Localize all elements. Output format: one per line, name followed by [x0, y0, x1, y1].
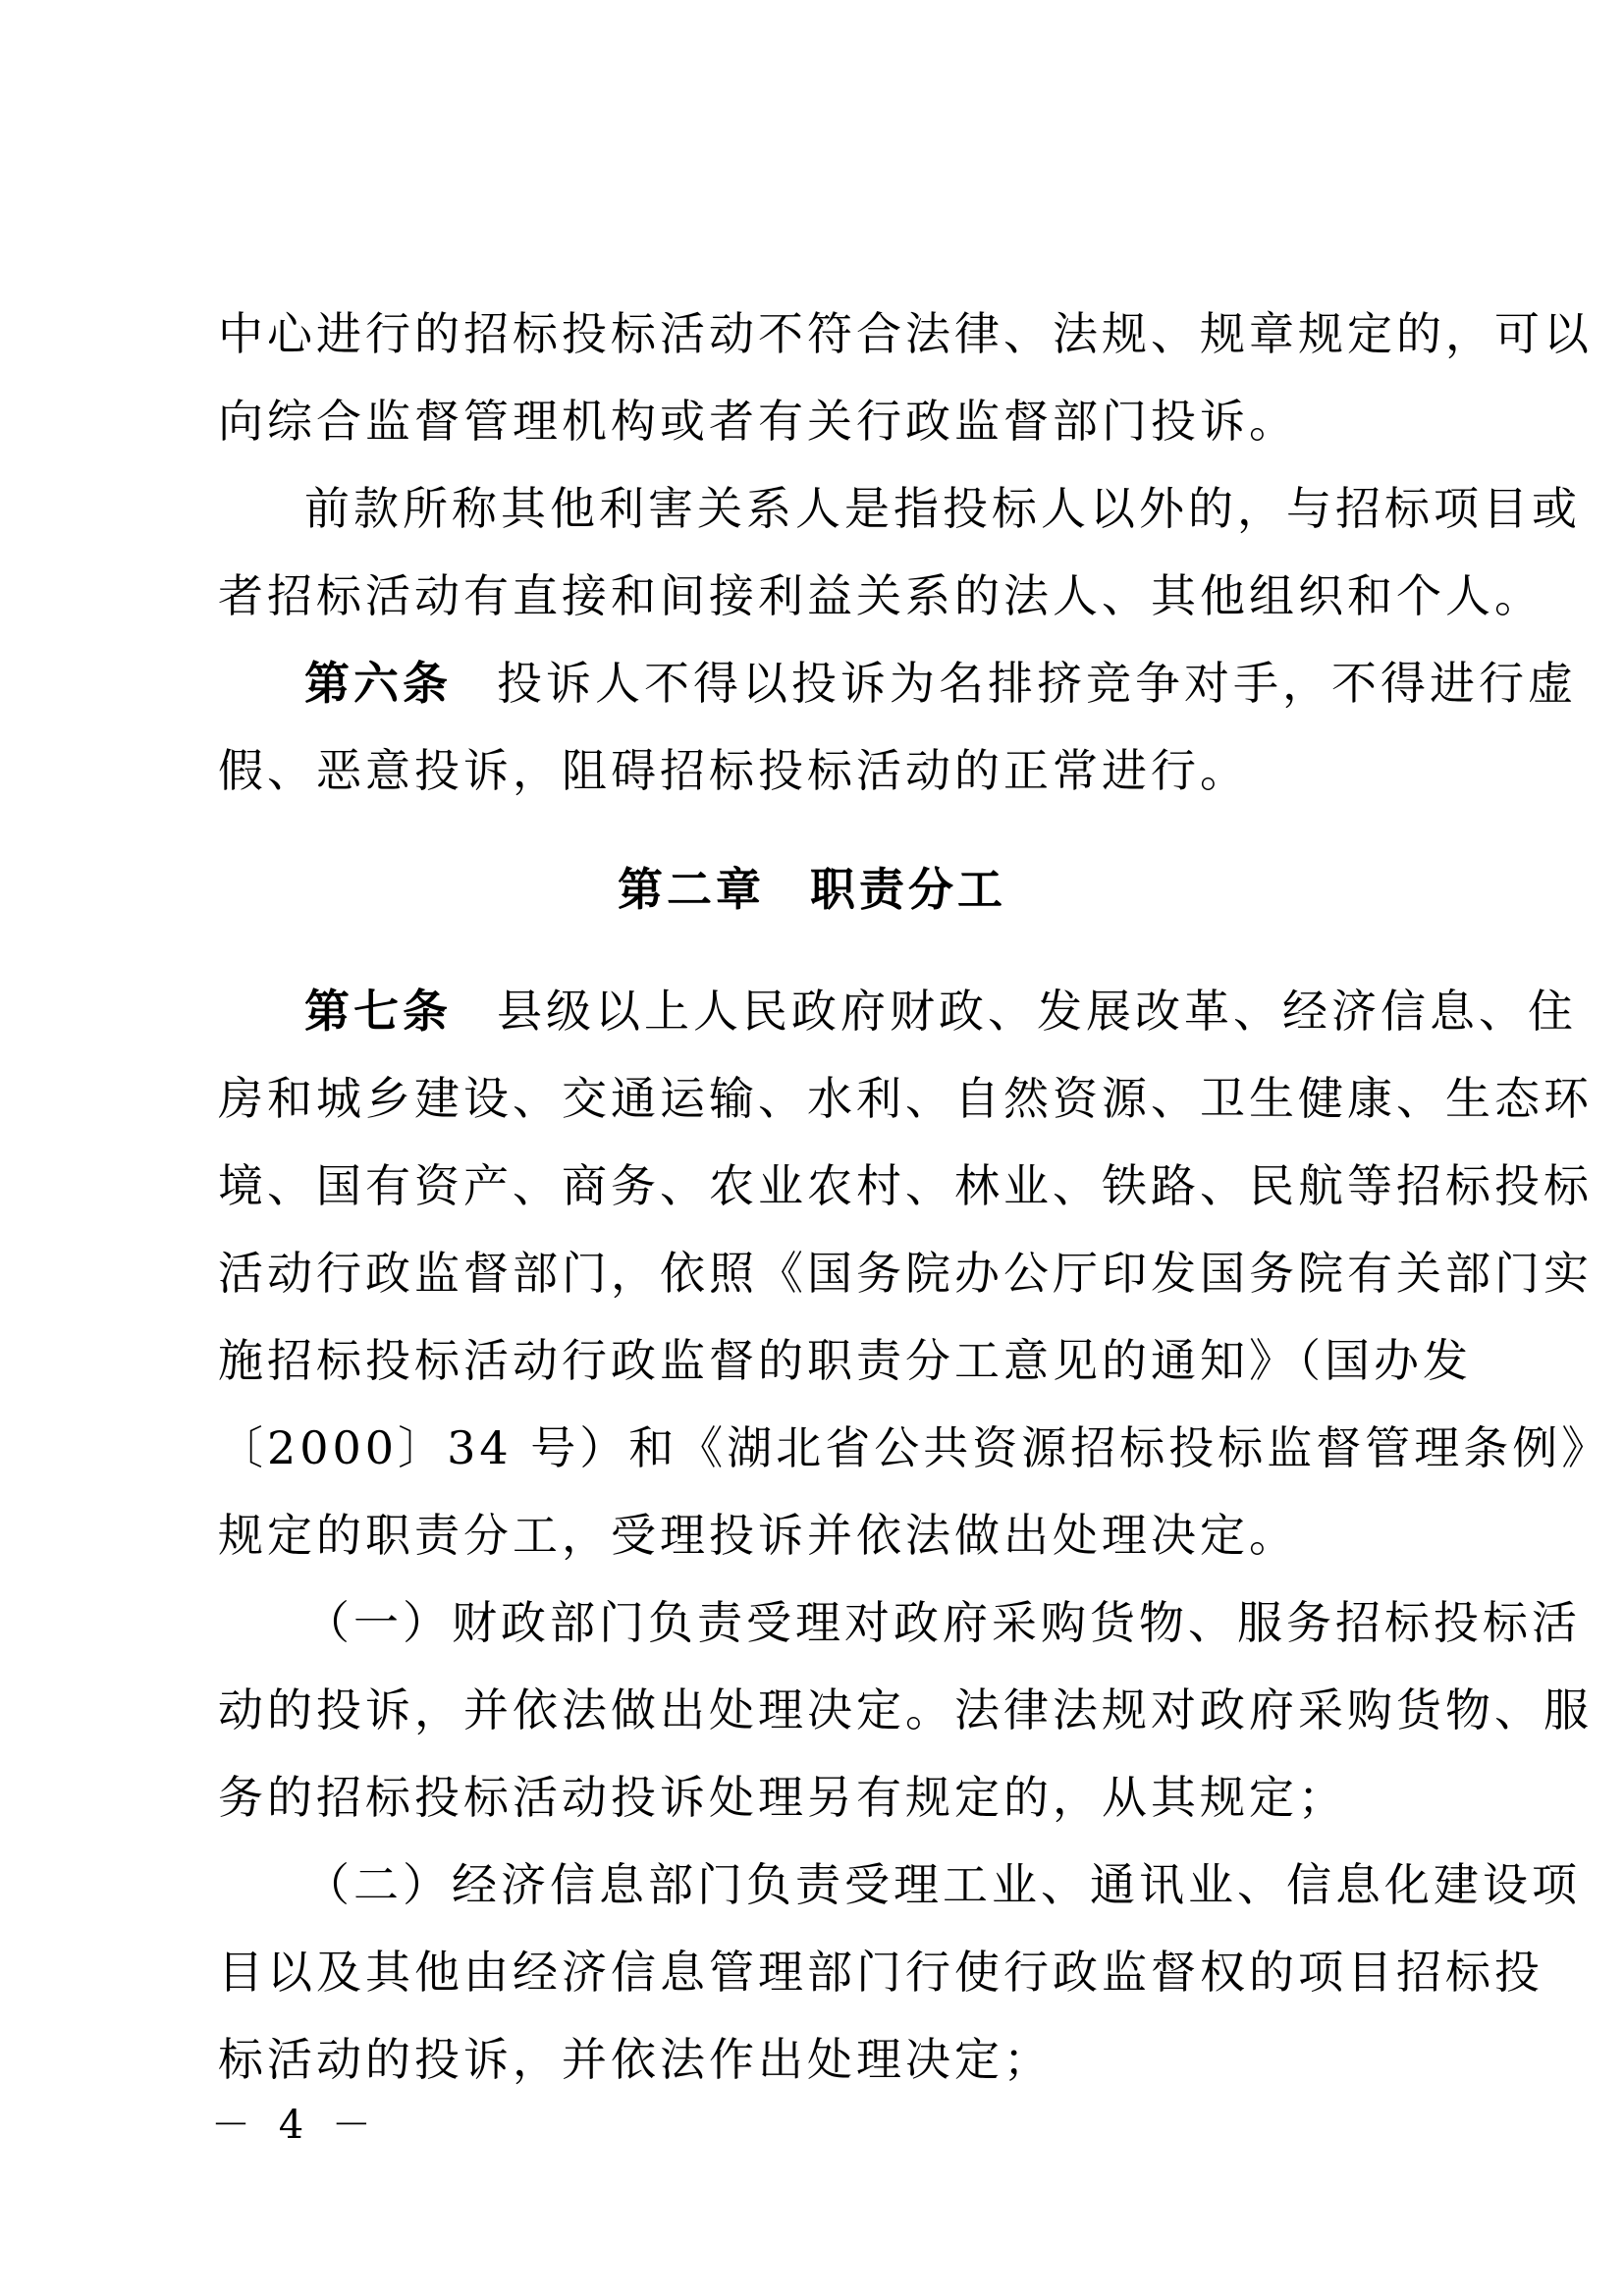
- text-line: 假、恶意投诉，阻碍招标投标活动的正常进行。: [218, 744, 1249, 797]
- article-label: 第七条: [304, 985, 452, 1038]
- chapter-number: 第二章: [618, 863, 765, 916]
- list-item-first-line: （二）经济信息部门负责受理工业、通讯业、信息化建设项: [304, 1858, 1581, 1911]
- article-text: 投诉人不得以投诉为名排挤竞争对手，不得进行虚: [497, 657, 1577, 710]
- text-line: 房和城乡建设、交通运输、水利、自然资源、卫生健康、生态环: [218, 1072, 1593, 1125]
- chapter-heading: [0, 862, 1624, 917]
- paragraph-first-line: 前款所称其他利害关系人是指投标人以外的，与招标项目或: [304, 482, 1581, 535]
- page-number: － 4 －: [211, 2103, 379, 2148]
- text-line: 者招标活动有直接和间接利益关系的法人、其他组织和个人。: [218, 569, 1543, 622]
- text-line: 境、国有资产、商务、农业农村、林业、铁路、民航等招标投标: [218, 1159, 1593, 1212]
- text-line: 规定的职责分工，受理投诉并依法做出处理决定。: [218, 1509, 1298, 1562]
- article-six-first-line: [304, 656, 1577, 711]
- article-label: 第六条: [304, 657, 452, 710]
- article-seven-first-line: [304, 984, 1577, 1039]
- list-item-first-line: （一）财政部门负责受理对政府采购货物、服务招标投标活: [304, 1596, 1581, 1649]
- text-line: 向综合监督管理机构或者有关行政监督部门投诉。: [218, 395, 1298, 448]
- text-line: 施招标投标活动行政监督的职责分工意见的通知》（国办发: [218, 1334, 1472, 1387]
- text-line: 务的招标投标活动投诉处理另有规定的，从其规定；: [218, 1771, 1347, 1824]
- text-line: 动的投诉，并依法做出处理决定。法律法规对政府采购货物、服: [218, 1683, 1593, 1736]
- chapter-title: 职责分工: [810, 863, 1006, 916]
- text-line: 标活动的投诉，并依法作出处理决定；: [218, 2033, 1053, 2086]
- article-text: 县级以上人民政府财政、发展改革、经济信息、住: [497, 985, 1577, 1038]
- text-line: 〔2000〕34 号）和《湖北省公共资源招标投标监督管理条例》: [218, 1421, 1611, 1474]
- text-line: 活动行政监督部门，依照《国务院办公厅印发国务院有关部门实: [218, 1247, 1593, 1300]
- text-line: 目以及其他由经济信息管理部门行使行政监督权的项目招标投: [218, 1946, 1543, 1999]
- text-line: 中心进行的招标投标活动不符合法律、法规、规章规定的，可以: [218, 307, 1593, 360]
